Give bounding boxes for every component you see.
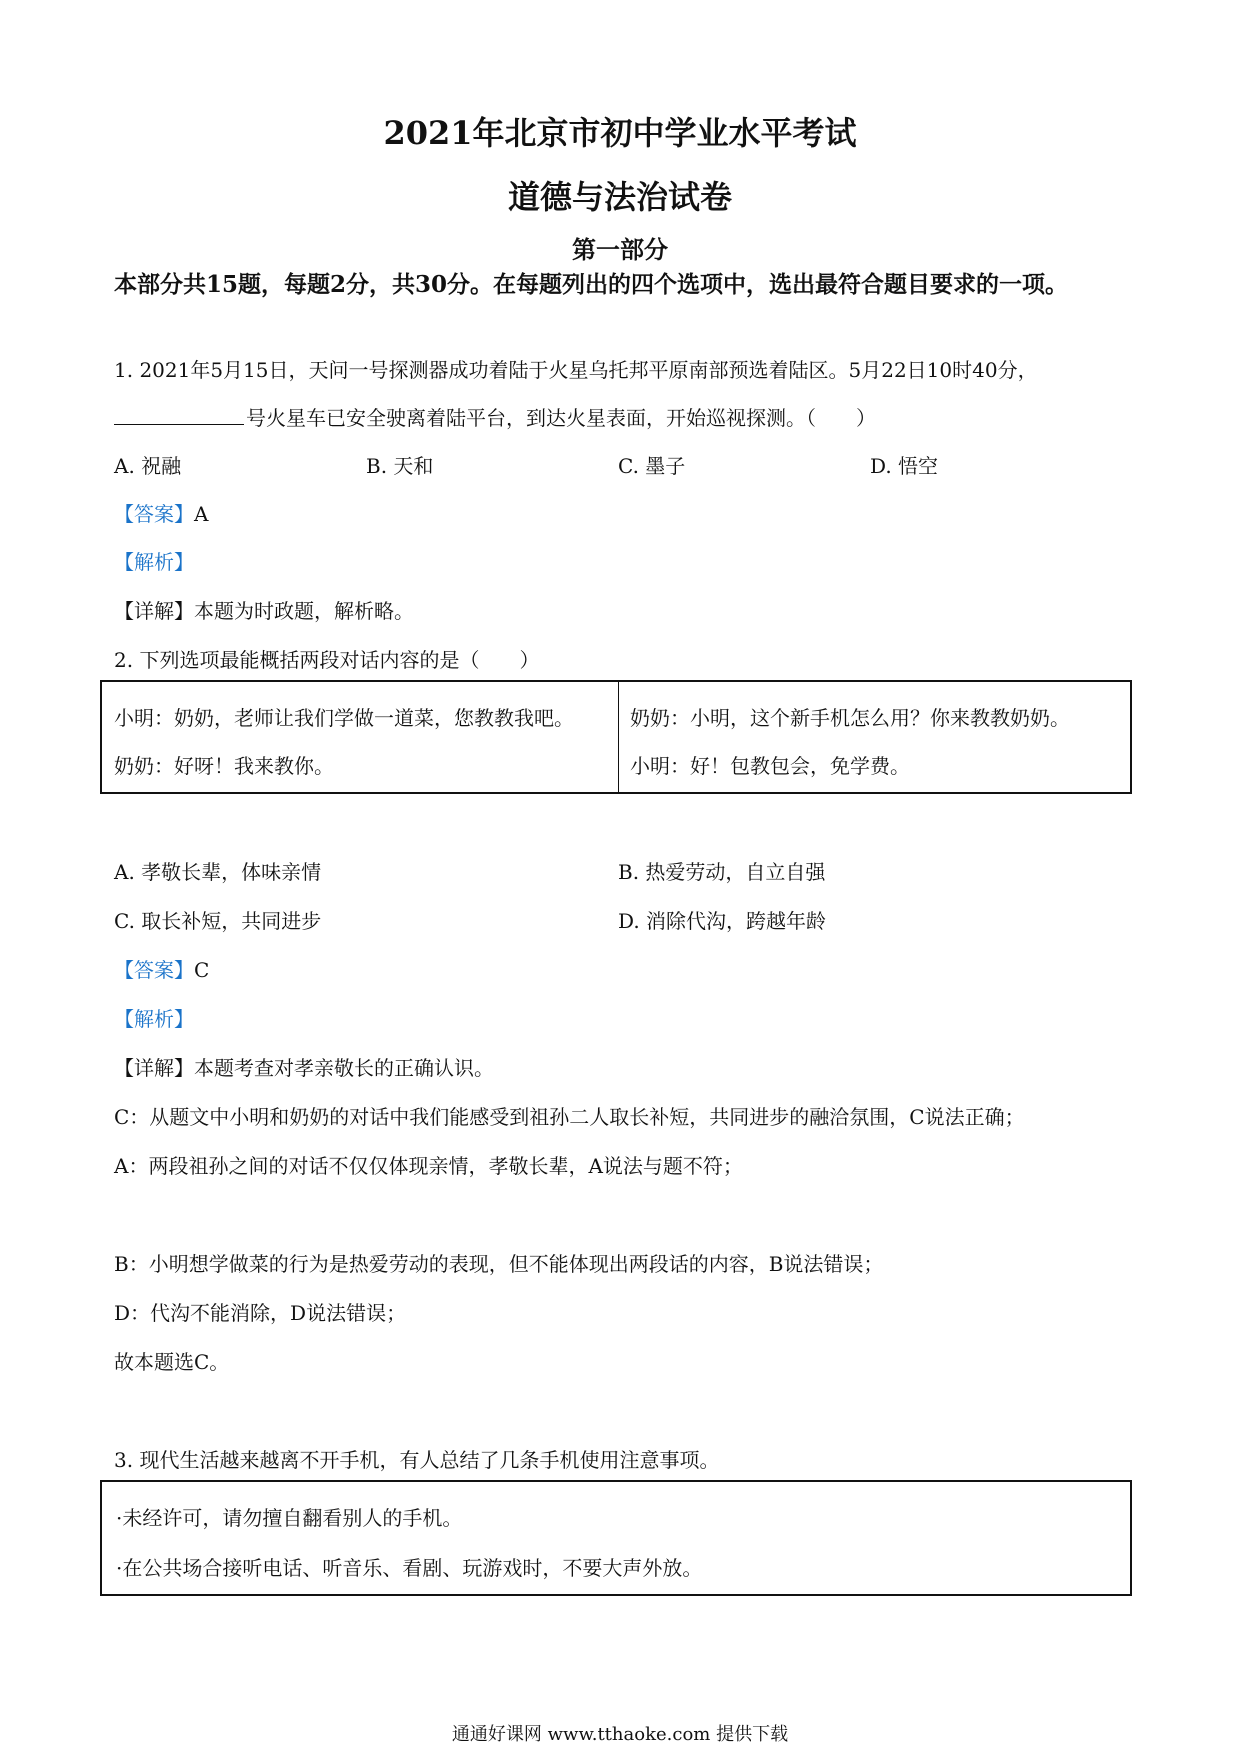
analysis-tag: 【解析】 xyxy=(114,1007,194,1031)
q2-analysis-tag xyxy=(114,1003,194,1032)
q2-dialog-divider xyxy=(618,682,619,792)
q2-detail xyxy=(114,1052,494,1081)
part-heading: 第一部分 xyxy=(572,235,668,264)
q2-explanation-c: C：从题文中小明和奶奶的对话中我们能感受到祖孙二人取长补短，共同进步的融洽氛围，C说法正确； xyxy=(114,1105,1025,1129)
q1-blank xyxy=(114,404,244,425)
q2-option-c: C. 取长补短，共同进步 xyxy=(114,909,322,933)
q2-answer xyxy=(114,954,209,983)
q3-bullet-2: ·在公共场合接听电话、听音乐、看剧、玩游戏时，不要大声外放。 xyxy=(116,1556,703,1580)
q2-explanation-b: B：小明想学做菜的行为是热爱劳动的表现，但不能体现出两段话的内容，B说法错误； xyxy=(114,1252,884,1276)
q1-stem-line2-text: 号火星车已安全驶离着陆平台，到达火星表面，开始巡视探测。（ ） xyxy=(246,406,876,430)
page-footer: 通通好课网 www.tthaoke.com 提供下载 xyxy=(451,1724,789,1745)
answer-tag: 【答案】 xyxy=(114,958,194,982)
q2-dialog-right xyxy=(620,682,1130,792)
q3-stem: 3. 现代生活越来越离不开手机，有人总结了几条手机使用注意事项。 xyxy=(114,1448,720,1472)
detail-tag: 【详解】 xyxy=(114,1056,194,1080)
q1-stem-line2 xyxy=(114,402,876,431)
q1-answer xyxy=(114,498,208,527)
q1-option-b: B. 天和 xyxy=(366,454,434,478)
q2-detail-text: 本题考查对孝亲敬长的正确认识。 xyxy=(194,1056,494,1080)
answer-tag: 【答案】 xyxy=(114,502,194,526)
q1-option-c: C. 墨子 xyxy=(618,454,686,478)
q2-option-d: D. 消除代沟，跨越年龄 xyxy=(618,909,827,933)
q1-option-a: A. 祝融 xyxy=(114,454,182,478)
q2-option-b: B. 热爱劳动，自立自强 xyxy=(618,860,826,884)
q2-option-a: A. 孝敬长辈，体味亲情 xyxy=(114,860,322,884)
q2-explanation-a: A：两段祖孙之间的对话不仅仅体现亲情，孝敬长辈，A说法与题不符； xyxy=(114,1154,743,1178)
q1-analysis-tag xyxy=(114,546,194,575)
q2-dialog-left xyxy=(102,682,618,792)
q2-dialog-left-line2: 奶奶：好呀！我来教你。 xyxy=(114,754,334,778)
q3-notice-box xyxy=(100,1480,1132,1596)
q3-bullet-1: ·未经许可，请勿擅自翻看别人的手机。 xyxy=(116,1506,463,1530)
detail-tag: 【详解】 xyxy=(114,599,194,623)
q2-explanation-d: D：代沟不能消除，D说法错误； xyxy=(114,1301,407,1325)
q2-stem: 2. 下列选项最能概括两段对话内容的是（ ） xyxy=(114,648,540,672)
q1-detail xyxy=(114,595,414,624)
q1-answer-value: A xyxy=(194,502,209,526)
q2-dialog-right-line1: 奶奶：小明，这个新手机怎么用？你来教教奶奶。 xyxy=(630,706,1070,730)
q1-detail-text: 本题为时政题，解析略。 xyxy=(194,599,414,623)
page-subtitle: 道德与法治试卷 xyxy=(507,178,732,216)
q2-conclusion: 故本题选C。 xyxy=(114,1350,230,1374)
q2-dialog-right-line2: 小明：好！包教包会，免学费。 xyxy=(630,754,910,778)
q1-option-d: D. 悟空 xyxy=(870,454,939,478)
q2-dialog-left-line1: 小明：奶奶，老师让我们学做一道菜，您教教我吧。 xyxy=(114,706,574,730)
analysis-tag: 【解析】 xyxy=(114,550,194,574)
section-instructions: 本部分共15题，每题2分，共30分。在每题列出的四个选项中，选出最符合题目要求的一项。 xyxy=(114,271,1069,298)
q1-stem-line1: 1. 2021年5月15日，天问一号探测器成功着陆于火星乌托邦平原南部预选着陆区。5月22日10时40分， xyxy=(114,358,1038,382)
q2-answer-value: C xyxy=(194,958,210,982)
page-title: 2021年北京市初中学业水平考试 xyxy=(383,114,857,152)
q2-dialog-table xyxy=(100,680,1132,794)
